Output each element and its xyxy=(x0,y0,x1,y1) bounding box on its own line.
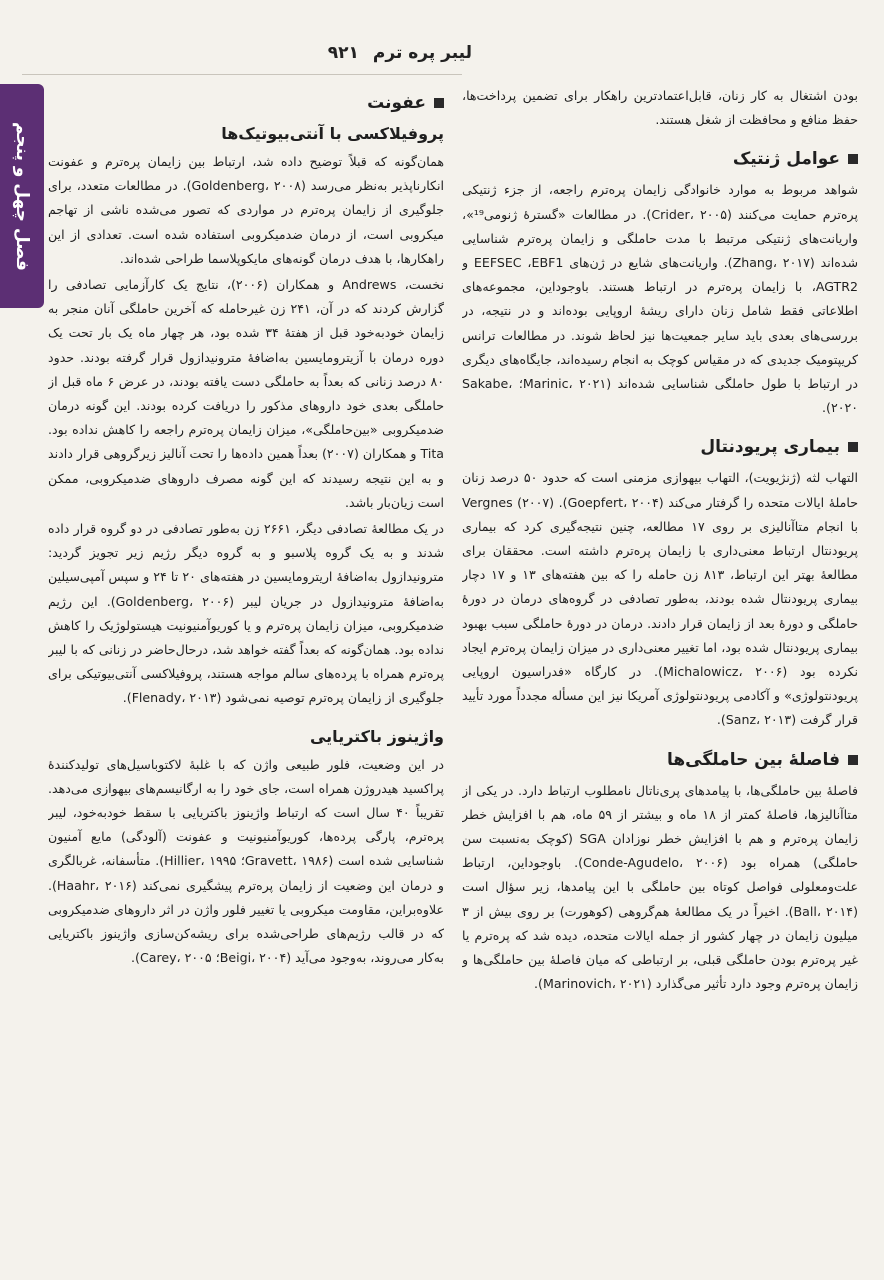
running-title: لیبر پره ترم xyxy=(372,43,472,63)
section-heading-infection: عفونت xyxy=(48,90,444,116)
section-heading-interpregnancy: فاصلهٔ بین حاملگی‌ها xyxy=(462,747,858,773)
header-divider xyxy=(22,74,462,75)
infection-paragraph-1: همان‌گونه که قبلاً توضیح داده شد، ارتباط بین زایمان پره‌ترم و عفونت انکارناپذیر به‌نظر می‌رسد (Goldenberg، ۲۰۰۸). در مطالعات متعدد، برای جلوگیری از زایمان پره‌ترم در مواردی که تصور می‌شده ناشی از تهاجم میکروبی است، از درمان ضدمیکروبی استفاده شده است. تعدادی از این راهکارها، با هدف درمان گونه‌های مایکوپلاسما طراحی شده‌اند. xyxy=(48,154,444,266)
subheading-bacterial-vaginosis: واژینوز باکتریایی xyxy=(309,726,444,746)
page-header xyxy=(32,36,472,70)
square-bullet-icon xyxy=(848,154,858,164)
infection-paragraph-3: در یک مطالعهٔ تصادفی دیگر، ۲۶۶۱ زن به‌طور تصادفی در دو گروه قرار داده شدند و به یک گروه پلاسبو و به گروه دیگر رژیم زیر تجویز گردید: مترونیدازول به‌اضافهٔ اریترومایسین در هفته‌های ۲۰ تا ۲۴ و سپس آمپی‌سیلین به‌اضافهٔ مترونیدازول در جریان لیبر (Goldenberg، ۲۰۰۶). این رژیم ضدمیکروبی، میزان زایمان پره‌ترم و یا کوریوآمنیونیت هیستولوژیک را کاهش نداده بود. همان‌گونه که بعداً گفته خواهد شد، درحال‌حاضر در زنانی که با لیبر پره‌ترم همراه با پرده‌های سالم مواجه هستند، پروفیلاکسی آنتی‌بیوتیکی برای جلوگیری از زایمان پره‌ترم توصیه نمی‌شود (Flenady، ۲۰۱۳). xyxy=(48,521,444,706)
chapter-side-tab xyxy=(0,84,44,308)
subheading-antibiotic-prophylaxis: پروفیلاکسی با آنتی‌بیوتیک‌ها xyxy=(221,124,444,143)
section-heading-genetic: عوامل ژنتیک xyxy=(462,146,858,172)
left-column xyxy=(48,84,444,1256)
right-column xyxy=(462,84,858,1256)
genetic-paragraph: شواهد مربوط به موارد خانوادگی زایمان پره‌ترم راجعه، از جزء ژنتیکی پره‌ترم حمایت می‌کنند (Crider، ۲۰۰۵). در مطالعات «گسترهٔ ژنومی¹⁹»، واریانت‌های ژنتیکی مرتبط با مدت حاملگی و زایمان پره‌ترم شناسایی شده‌اند (Zhang، ۲۰۱۷). واریانت‌های شایع در ژن‌های EEFSEC ،EBF1 و AGTR2، با زایمان پره‌ترم در ارتباط هستند. باوجوداین، مجموعه‌های اطلاعاتی فقط شامل زنان دارای ریشهٔ اروپایی بوده‌اند و در نتیجه، در بررسی‌های بعدی باید سایر جمعیت‌ها نیز لحاظ شوند. در مطالعات ترانس کریپتومیک جدیدی که در مقیاس کوچک به انجام رسیده‌اند، جایگاه‌های دیگری در ارتباط با طول حاملگی شناسایی شده‌اند (Marinic، ۲۰۲۱؛ Sakabe، ۲۰۲۰). xyxy=(462,182,858,416)
page-number: ۹۲۱ xyxy=(327,43,359,63)
periodontal-paragraph: التهاب لثه (ژنژیویت)، التهاب بیهوازی مزمنی است که حدود ۵۰ درصد زنان حاملهٔ ایالات متحده را گرفتار می‌کند (Goepfert، ۲۰۰۴). Vergnes (۲۰۰۷) با انجام متاآنالیزی بر روی ۱۷ مطالعه، چنین نتیجه‌گیری کرد که بیماری پریودنتال ارتباط معنی‌داری با زایمان پره‌ترم داشته است. محققان برای مطالعهٔ بهتر این ارتباط، ۸۱۳ زن حامله را که بین هفته‌های ۱۳ و ۱۷ دچار بیماری پریودنتال شده بودند، به‌طور تصادفی در گروه‌های درمان در دورهٔ حاملگی و دورهٔ بعد از زایمان قرار دادند. درمان در دورهٔ حاملگی سبب بهبود بیماری پریودنتال شده بود، اما تغییر معنی‌داری در میزان زایمان پره‌ترم ایجاد نکرده بود (Michalowicz، ۲۰۰۶). در کارگاه «فدراسیون اروپایی پریودنتولوژی» و آکادمی پریودنتولوژی آمریکا نیز این مسأله مجدداً مورد تأیید قرار گرفت (Sanz، ۲۰۱۳). xyxy=(462,470,858,728)
chapter-label: فصل چهل و پنجم xyxy=(12,121,32,271)
intro-paragraph: بودن اشتغال به کار زنان، قابل‌اعتمادترین راهکار برای تضمین پرداخت‌ها، حفظ منافع و محافظت از شغل هستند. xyxy=(462,88,858,128)
square-bullet-icon xyxy=(848,755,858,765)
interpregnancy-paragraph: فاصلهٔ بین حاملگی‌ها، با پیامدهای پری‌ناتال نامطلوب ارتباط دارد. در یکی از متاآنالیزها، فاصلهٔ کمتر از ۱۸ ماه و بیشتر از ۵۹ ماه، هم با افزایش خطر زایمان پره‌ترم و هم با افزایش خطر نوزادان SGA (کوچک به‌نسبت سن حاملگی) همراه بود (Conde-Agudelo، ۲۰۰۶). باوجوداین، ارتباط علت‌ومعلولی فواصل کوتاه بین حاملگی با این پیامدها، زیر سؤال است (Ball، ۲۰۱۴). اخیراً در یک مطالعهٔ هم‌گروهی (کوهورت) بر روی بیش از ۳ میلیون زایمان در چهار کشور از جمله ایالات متحده، دیده شد که پره‌ترم یا غیر پره‌ترم بودن حاملگی قبلی، بر ارتباطی که میان فاصلهٔ بین حاملگی‌ها و زایمان پره‌ترم وجود دارد تأثیر می‌گذارد (Marinovich، ۲۰۲۱). xyxy=(462,782,858,992)
infection-paragraph-2: نخست، Andrews و همکاران (۲۰۰۶)، نتایج یک کارآزمایی تصادفی را گزارش کردند که در آن، ۲۴۱ زن غیرحامله که آخرین حاملگی آنان منجر به زایمان خودبه‌خود قبل از هفتهٔ ۳۴ شده بود، هر چهار ماه یک بار تحت یک دوره درمان با آزیترومایسین به‌اضافهٔ مترونیدازول قرار گرفته بودند. حدود ۸۰ درصد زنانی که بعداً به حاملگی دست یافته بودند، در عرض ۶ ماه قبل از حاملگی بعدی خود داروهای مذکور را دریافت کرده بودند. این گونه درمان ضدمیکروبی «بین‌حاملگی»، میزان زایمان پره‌ترم راجعه را کاهش نداده بود. Tita و همکاران (۲۰۰۷) بعداً همین داده‌ها را تحت آنالیز زیرگروهی قرار دادند و به این نتیجه رسیدند که این گونه مصرف داروهای ضدمیکروبی، ممکن است زیان‌بار باشد. xyxy=(48,277,444,510)
vaginosis-paragraph: در این وضعیت، فلور طبیعی واژن که با غلبهٔ لاکتوباسیل‌های تولیدکنندهٔ پراکسید هیدروژن همراه است، جای خود را به ارگانیسم‌های بیهوازی می‌دهد. تقریباً ۴۰ سال است که ارتباط واژینوز باکتریایی با سقط خودبه‌خود، لیبر پره‌ترم، پارگی پرده‌ها، کوریوآمنیونیت و عفونت (آلودگی) مایع آمنیون شناسایی شده است (Gravett، ۱۹۸۶؛ Hillier، ۱۹۹۵). متأسفانه، غربالگری و درمان این وضعیت از زایمان پره‌ترم پیشگیری نمی‌کند (Haahr، ۲۰۱۶). علاوه‌براین، مقاومت میکروبی یا تغییر فلور واژن در اثر داروهای ضدمیکروبی که در قالب رژیم‌های طراحی‌شده برای ریشه‌کن‌سازی واژینوز باکتریایی به‌کار می‌روند، به‌وجود می‌آید (Beigi، ۲۰۰۴؛ Carey، ۲۰۰۵). xyxy=(48,756,444,966)
square-bullet-icon xyxy=(848,442,858,452)
square-bullet-icon xyxy=(434,98,444,108)
section-heading-periodontal: بیماری پریودنتال xyxy=(462,434,858,460)
